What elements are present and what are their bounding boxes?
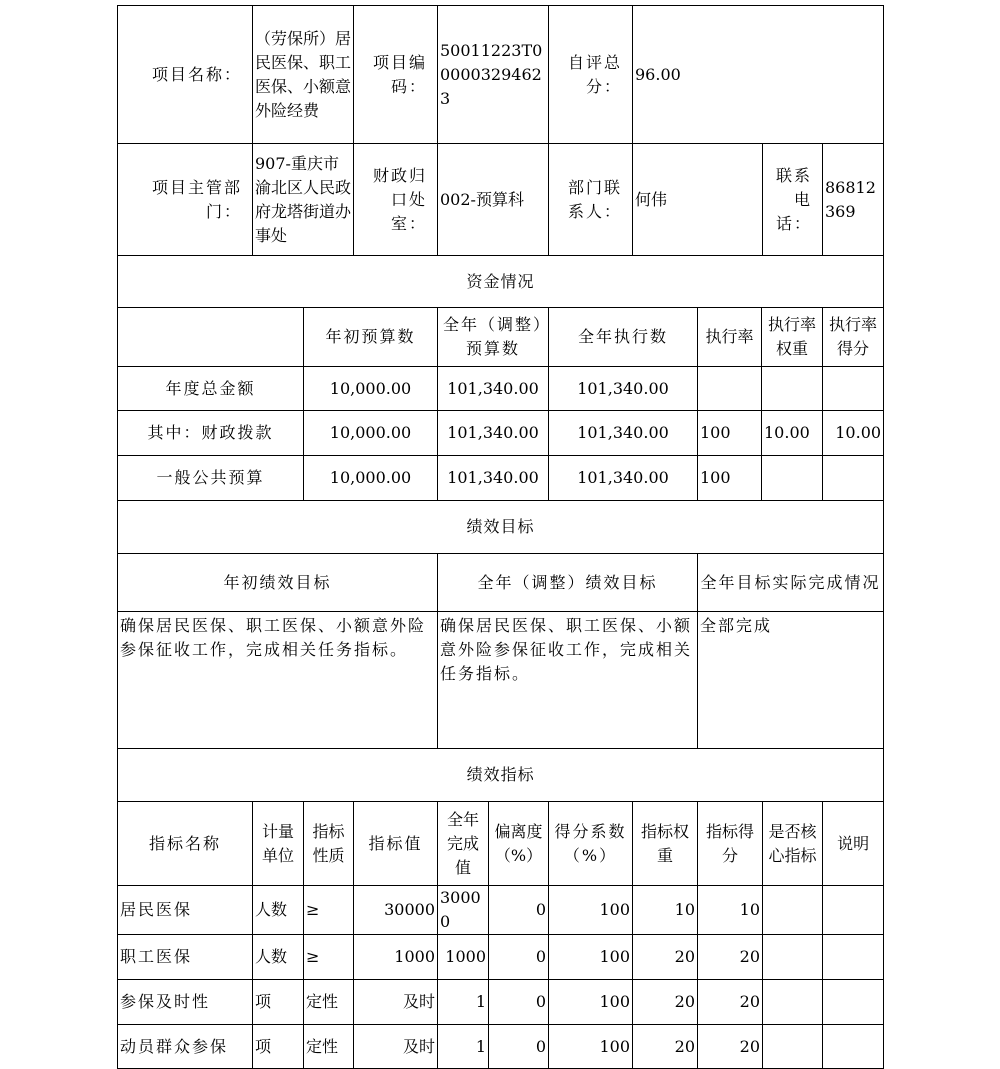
funds-header-initial: 年初预算数 xyxy=(304,308,438,367)
ind-done: 30000 xyxy=(438,886,489,935)
ind-weight: 20 xyxy=(633,1025,698,1069)
funds-header-rate: 执行率 xyxy=(698,308,762,367)
funds-row-score xyxy=(823,456,884,501)
ind-coef: 100 xyxy=(549,980,633,1025)
ind-coef: 100 xyxy=(549,935,633,980)
ind-core xyxy=(763,1025,823,1069)
ind-score: 10 xyxy=(698,886,763,935)
self-score-value: 96.00 xyxy=(633,6,884,144)
funds-row-label: 一般公共预算 xyxy=(118,456,304,501)
goals-header-actual: 全年目标实际完成情况 xyxy=(698,554,884,612)
ind-score: 20 xyxy=(698,980,763,1025)
ind-note xyxy=(823,935,884,980)
funds-row-adjusted: 101,340.00 xyxy=(438,456,549,501)
ind-score: 20 xyxy=(698,935,763,980)
contact-person-label: 部门联系人： xyxy=(549,144,633,256)
ind-note xyxy=(823,1025,884,1069)
ind-nature: 定性 xyxy=(304,980,354,1025)
funds-header-blank xyxy=(118,308,304,367)
ind-deviation: 0 xyxy=(489,886,549,935)
project-name-label: 项目名称： xyxy=(118,6,253,144)
table-row xyxy=(118,886,884,935)
finance-office-label: 财政归口处室： xyxy=(354,144,438,256)
goals-table xyxy=(117,500,884,749)
funds-header-weight: 执行率权重 xyxy=(762,308,823,367)
ind-core xyxy=(763,886,823,935)
ind-deviation: 0 xyxy=(489,1025,549,1069)
funds-row-rate: 100 xyxy=(698,456,762,501)
table-row xyxy=(118,456,884,501)
department-label: 项目主管部门： xyxy=(118,144,253,256)
ind-target: 1000 xyxy=(354,935,438,980)
funds-row-rate: 100 xyxy=(698,411,762,456)
funds-row-label: 其中：财政拨款 xyxy=(118,411,304,456)
funds-row-weight xyxy=(762,456,823,501)
goals-initial-text: 确保居民医保、职工医保、小额意外险参保征收工作，完成相关任务指标。 xyxy=(118,612,438,749)
project-info-table xyxy=(117,5,884,256)
ind-header-coef: 得分系数（%） xyxy=(549,802,633,886)
ind-header-unit: 计量单位 xyxy=(253,802,304,886)
ind-coef: 100 xyxy=(549,886,633,935)
ind-deviation: 0 xyxy=(489,935,549,980)
ind-nature: ≥ xyxy=(304,886,354,935)
funds-row-rate xyxy=(698,367,762,411)
ind-deviation: 0 xyxy=(489,980,549,1025)
funds-row-score: 10.00 xyxy=(823,411,884,456)
ind-done: 1 xyxy=(438,980,489,1025)
funds-row-label: 年度总金额 xyxy=(118,367,304,411)
funds-row-score xyxy=(823,367,884,411)
ind-coef: 100 xyxy=(549,1025,633,1069)
funds-header-adjusted: 全年（调整）预算数 xyxy=(438,308,549,367)
ind-done: 1000 xyxy=(438,935,489,980)
project-code-value: 50011223T000003294623 xyxy=(438,6,549,144)
goals-header-adjusted: 全年（调整）绩效目标 xyxy=(438,554,698,612)
ind-unit: 项 xyxy=(253,980,304,1025)
ind-header-weight: 指标权重 xyxy=(633,802,698,886)
funds-table xyxy=(117,255,884,501)
evaluation-sheet xyxy=(117,5,883,1068)
ind-weight: 20 xyxy=(633,935,698,980)
ind-nature: 定性 xyxy=(304,1025,354,1069)
ind-name: 居民医保 xyxy=(118,886,253,935)
ind-header-name: 指标名称 xyxy=(118,802,253,886)
ind-target: 及时 xyxy=(354,980,438,1025)
goals-header-initial: 年初绩效目标 xyxy=(118,554,438,612)
ind-target: 30000 xyxy=(354,886,438,935)
ind-target: 及时 xyxy=(354,1025,438,1069)
table-row xyxy=(118,935,884,980)
goals-actual-text: 全部完成 xyxy=(698,612,884,749)
ind-score: 20 xyxy=(698,1025,763,1069)
ind-header-note: 说明 xyxy=(823,802,884,886)
ind-header-target: 指标值 xyxy=(354,802,438,886)
funds-row-adjusted: 101,340.00 xyxy=(438,367,549,411)
ind-header-done: 全年完成值 xyxy=(438,802,489,886)
ind-weight: 20 xyxy=(633,980,698,1025)
ind-core xyxy=(763,980,823,1025)
finance-office-value: 002-预算科 xyxy=(438,144,549,256)
ind-nature: ≥ xyxy=(304,935,354,980)
ind-done: 1 xyxy=(438,1025,489,1069)
phone-label: 联系电话： xyxy=(763,144,823,256)
funds-header-score: 执行率得分 xyxy=(823,308,884,367)
funds-row-executed: 101,340.00 xyxy=(549,456,698,501)
ind-unit: 项 xyxy=(253,1025,304,1069)
phone-value: 86812369 xyxy=(823,144,884,256)
indicators-section-title: 绩效指标 xyxy=(118,749,884,802)
funds-row-weight: 10.00 xyxy=(762,411,823,456)
table-row xyxy=(118,1025,884,1069)
indicators-table xyxy=(117,748,884,1069)
department-value: 907-重庆市渝北区人民政府龙塔街道办事处 xyxy=(253,144,354,256)
ind-name: 动员群众参保 xyxy=(118,1025,253,1069)
funds-row-weight xyxy=(762,367,823,411)
ind-unit: 人数 xyxy=(253,935,304,980)
ind-core xyxy=(763,935,823,980)
ind-header-nature: 指标性质 xyxy=(304,802,354,886)
table-row xyxy=(118,367,884,411)
funds-row-executed: 101,340.00 xyxy=(549,411,698,456)
contact-person-value: 何伟 xyxy=(633,144,763,256)
table-row xyxy=(118,411,884,456)
funds-header-executed: 全年执行数 xyxy=(549,308,698,367)
funds-row-initial: 10,000.00 xyxy=(304,367,438,411)
ind-weight: 10 xyxy=(633,886,698,935)
ind-header-core: 是否核心指标 xyxy=(763,802,823,886)
ind-note xyxy=(823,980,884,1025)
funds-row-executed: 101,340.00 xyxy=(549,367,698,411)
funds-row-initial: 10,000.00 xyxy=(304,411,438,456)
funds-section-title: 资金情况 xyxy=(118,256,884,308)
ind-name: 职工医保 xyxy=(118,935,253,980)
project-code-label: 项目编码： xyxy=(354,6,438,144)
self-score-label: 自评总分： xyxy=(549,6,633,144)
project-name-value: （劳保所）居民医保、职工医保、小额意外险经费 xyxy=(253,6,354,144)
funds-row-adjusted: 101,340.00 xyxy=(438,411,549,456)
goals-section-title: 绩效目标 xyxy=(118,501,884,554)
goals-adjusted-text: 确保居民医保、职工医保、小额意外险参保征收工作，完成相关任务指标。 xyxy=(438,612,698,749)
ind-name: 参保及时性 xyxy=(118,980,253,1025)
ind-unit: 人数 xyxy=(253,886,304,935)
ind-note xyxy=(823,886,884,935)
table-row xyxy=(118,980,884,1025)
funds-row-initial: 10,000.00 xyxy=(304,456,438,501)
ind-header-deviation: 偏离度（%） xyxy=(489,802,549,886)
ind-header-score: 指标得分 xyxy=(698,802,763,886)
